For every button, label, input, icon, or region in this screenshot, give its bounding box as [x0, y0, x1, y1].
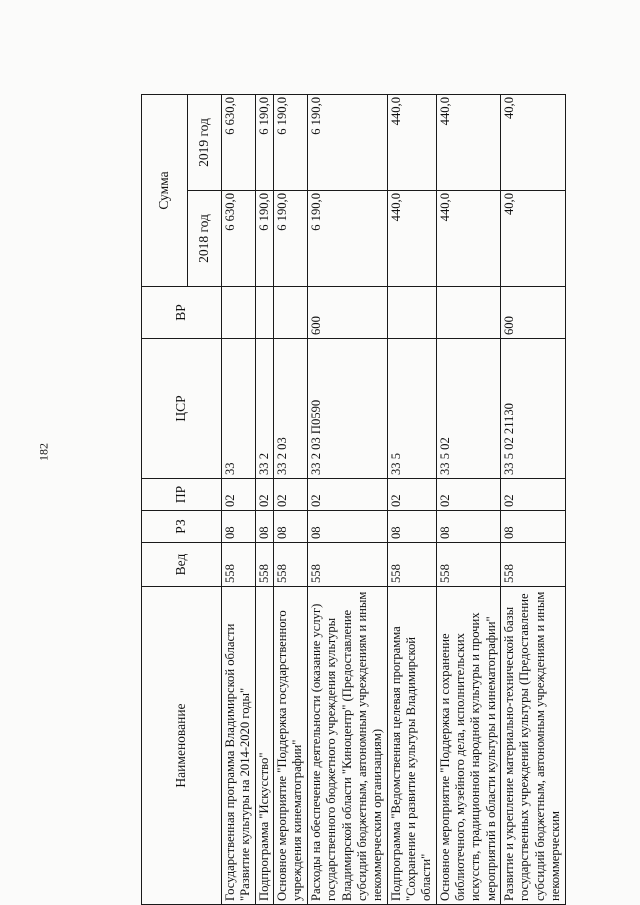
cell-2018: 440,0	[387, 191, 436, 287]
cell-pr: 02	[501, 479, 565, 511]
cell-rz: 08	[436, 511, 500, 543]
cell-rz: 08	[501, 511, 565, 543]
table-row	[501, 94, 565, 904]
header-2018: 2018 год	[188, 191, 222, 287]
cell-2019: 6 190,0	[255, 94, 273, 190]
cell-vr	[387, 287, 436, 339]
cell-2019: 440,0	[387, 94, 436, 190]
cell-ved: 558	[222, 543, 256, 587]
cell-2018: 6 190,0	[274, 191, 308, 287]
cell-2019: 6 190,0	[274, 94, 308, 190]
header-vr: ВР	[142, 287, 222, 339]
cell-name: Расходы на обеспечение деятельности (оказание услуг) государственного бюджетного учреждения культуры Владимирской области "Киноцентр" (Предоставление субсидий бюджетным, автономным учреждениям и иным некоммерческим организациям)	[307, 587, 387, 905]
cell-name: Подпрограмма "Искусство"	[255, 587, 273, 905]
cell-rz: 08	[255, 511, 273, 543]
cell-rz: 08	[387, 511, 436, 543]
cell-ved: 558	[255, 543, 273, 587]
budget-table	[141, 94, 566, 905]
cell-csr: 33 2 03	[274, 339, 308, 479]
cell-csr: 33 2	[255, 339, 273, 479]
cell-name: Основное мероприятие "Поддержка государственного учреждения кинематографии"	[274, 587, 308, 905]
cell-vr	[222, 287, 256, 339]
cell-rz: 08	[222, 511, 256, 543]
cell-pr: 02	[387, 479, 436, 511]
cell-pr: 02	[274, 479, 308, 511]
cell-2019: 40,0	[501, 94, 565, 190]
cell-vr	[274, 287, 308, 339]
cell-2018: 440,0	[436, 191, 500, 287]
cell-csr: 33 5	[387, 339, 436, 479]
cell-name: Подпрограмма "Ведомственная целевая программа "Сохранение и развитие культуры Владимирской области"	[387, 587, 436, 905]
cell-name: Развитие и укрепление материально-технической базы государственных учреждений культуры (Предоставление субсидий бюджетным, автономным учреждениям и иным некоммерческим	[501, 587, 565, 905]
table-row	[387, 94, 436, 904]
header-rz: РЗ	[142, 511, 222, 543]
header-pr: ПР	[142, 479, 222, 511]
cell-2018: 40,0	[501, 191, 565, 287]
table-row	[436, 94, 500, 904]
cell-2019: 6 630,0	[222, 94, 256, 190]
cell-pr: 02	[307, 479, 387, 511]
cell-pr: 02	[255, 479, 273, 511]
cell-ved: 558	[436, 543, 500, 587]
table-row	[274, 94, 308, 904]
cell-ved: 558	[274, 543, 308, 587]
cell-pr: 02	[436, 479, 500, 511]
cell-vr: 600	[307, 287, 387, 339]
rotated-table-container	[141, 70, 610, 905]
header-2019: 2019 год	[188, 94, 222, 190]
header-name: Наименование	[142, 587, 222, 905]
cell-rz: 08	[274, 511, 308, 543]
cell-ved: 558	[501, 543, 565, 587]
cell-csr: 33 2 03 П0590	[307, 339, 387, 479]
cell-2018: 6 630,0	[222, 191, 256, 287]
cell-2018: 6 190,0	[255, 191, 273, 287]
cell-2019: 440,0	[436, 94, 500, 190]
cell-rz: 08	[307, 511, 387, 543]
cell-ved: 558	[307, 543, 387, 587]
table-row	[255, 94, 273, 904]
header-row	[142, 94, 188, 904]
cell-2019: 6 190,0	[307, 94, 387, 190]
cell-vr	[436, 287, 500, 339]
header-sum: Сумма	[142, 94, 188, 286]
cell-vr	[255, 287, 273, 339]
header-csr: ЦСР	[142, 339, 222, 479]
cell-ved: 558	[387, 543, 436, 587]
header-ved: Вед	[142, 543, 222, 587]
cell-2018: 6 190,0	[307, 191, 387, 287]
cell-csr: 33 5 02 21130	[501, 339, 565, 479]
cell-name: Основное мероприятие "Поддержка и сохранение библиотечного, музейного дела, исполнительских искусств, традиционной народной культуры и прочих мероприятий в области культуры и кинематографии"	[436, 587, 500, 905]
cell-csr: 33	[222, 339, 256, 479]
cell-csr: 33 5 02	[436, 339, 500, 479]
cell-name: Государственная программа Владимирской области "Развитие культуры на 2014-2020 годы"	[222, 587, 256, 905]
cell-vr: 600	[501, 287, 565, 339]
cell-pr: 02	[222, 479, 256, 511]
page-number: 182	[36, 443, 51, 461]
table-row	[222, 94, 256, 904]
table-row	[307, 94, 387, 904]
